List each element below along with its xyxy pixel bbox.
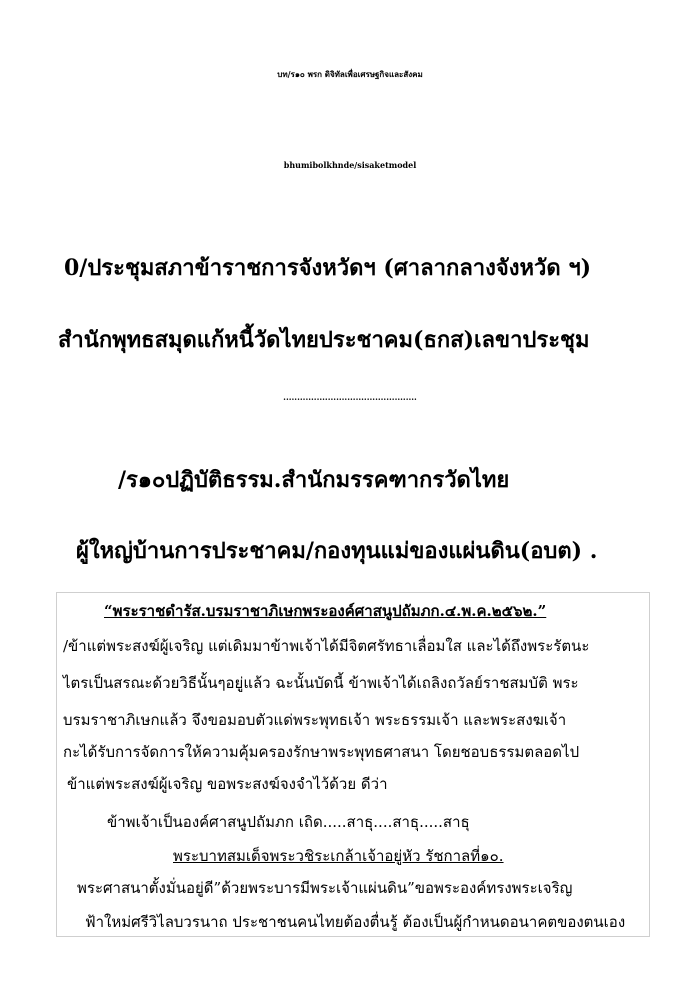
meeting-line: 0/ประชุมสภาข้าราชการจังหวัดฯ (ศาลากลางจังหวัด ฯ) [64,255,592,281]
dotted-separator: ................................................ [283,392,417,402]
dharma-line: /ร๑๐ปฏิบัติธรรม.สำนักมรรคฑากรวัดไทย [118,467,510,493]
village-line: ผู้ใหญ่บ้านการประชาคม/กองทุนแม่ของแผ่นดิน(อบต) . [76,538,598,564]
speech-line-8: ฟ้าใหม่ศรีวิไลบวรนาถ ประชาชนคนไทยต้องตื่นรู้ ต้องเป็นผู้กำหนดอนาคตของตนเอง [85,913,626,931]
office-line: สำนักพุทธสมุดแก้หนี้วัดไทยประชาคม(ธกส)เลขาประชุม [58,327,590,353]
speech-line-1: /ข้าแต่พระสงฆ์ผู้เจริญ แต่เดิมมาข้าพเจ้าได้มีจิตศรัทธาเลื่อมใส และได้ถึงพระรัตนะ [63,637,590,655]
speech-title: “พระราชดำรัส.บรมราชาภิเษกพระองค์ศาสนูปถัมภก.๔.พ.ค.๒๕๖๒.” [104,602,547,620]
speech-line-2: ไตรเป็นสรณะด้วยวิธีนั้นๆอยู่แล้ว ฉะนั้นบัดนี้ ข้าพเจ้าได้เถลิงถวัลย์ราชสมบัติ พระ [63,674,579,692]
speech-line-3: บรมราชาภิเษกแล้ว จึงขอมอบตัวแด่พระพุทธเจ้า พระธรรมเจ้า และพระสงฆเจ้า [63,711,567,729]
document-title: บท/ร๑๐ พรก ดิจิทัลเพื่อเศรษฐกิจและสังคม [277,69,423,79]
royal-speech-box [56,592,650,937]
speech-line-7: พระศาสนาตั้งมั่นอยู่ดี”ด้วยพระบารมีพระเจ้าแผ่นดิน”ขอพระองค์ทรงพระเจริญ [77,879,573,897]
model-name: bhumibolkhnde/sisaketmodel [283,160,417,170]
speech-line-4: กะได้รับการจัดการให้ความคุ้มครองรักษาพระพุทธศาสนา โดยชอบธรรมตลอดไป [63,743,580,761]
speech-line-5: ข้าแต่พระสงฆ์ผู้เจริญ ขอพระสงฆ์จงจำไว้ด้วย ดีว่า [67,775,388,793]
signature-line: พระบาทสมเด็จพระวชิระเกล้าเจ้าอยู่หัว รัชกาลที่๑๐. [173,847,504,865]
speech-line-6: ข้าพเจ้าเป็นองค์ศาสนูปถัมภก เถิด.....สาธุ....สาธุ.....สาธุ [107,813,470,831]
